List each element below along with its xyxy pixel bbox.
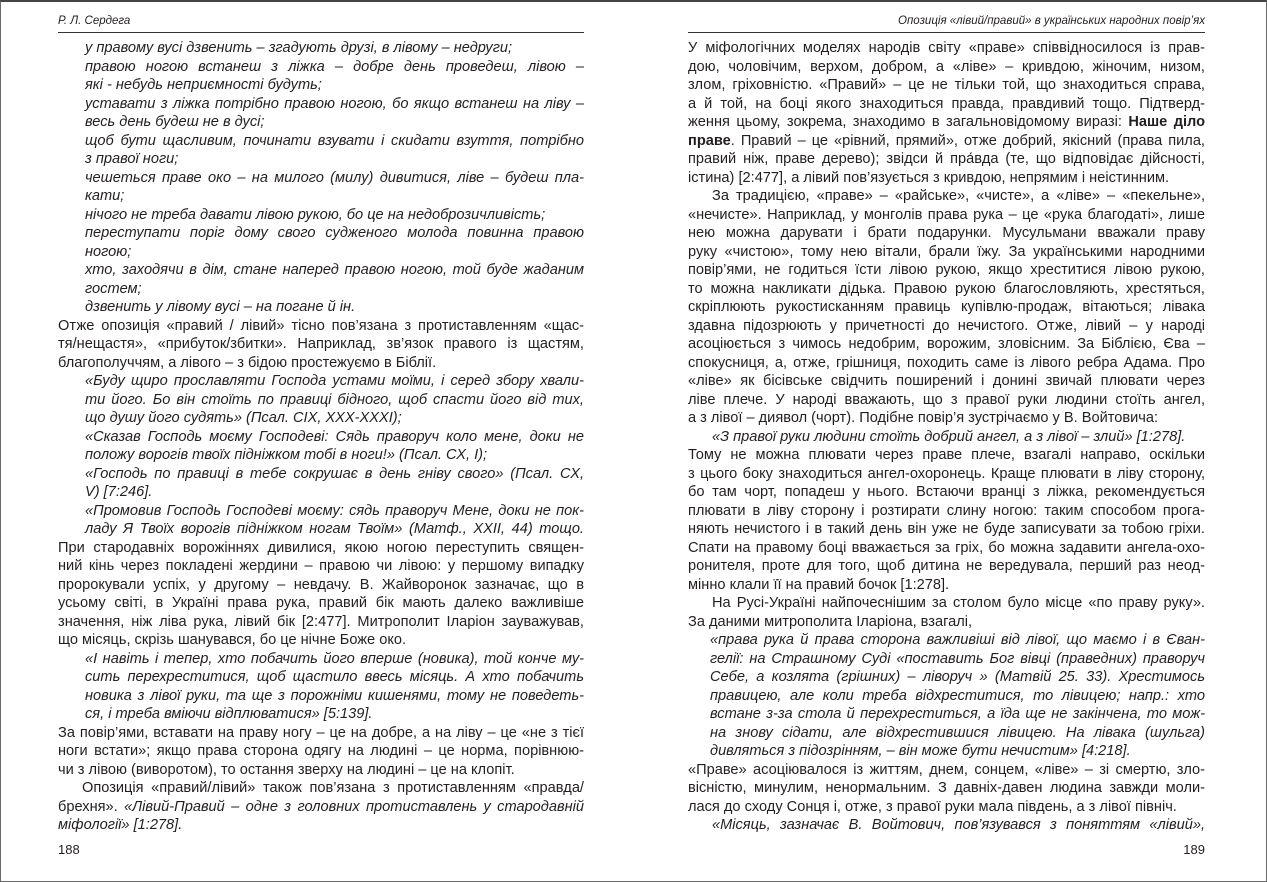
text-line: [688, 132, 1205, 151]
text-line: істина) [2:477], а лівий пов’язується з кривдою, непрямим і неістинним.: [688, 169, 1170, 186]
quote-block: [58, 372, 584, 428]
text-line: ронителя, проте для того, щоб дитина не вередувала, перший раз неод-: [688, 558, 1205, 574]
text-line: дивляться з підозрінням, – він може бути нечистим» [4:218].: [710, 743, 1131, 759]
paragraph: [688, 428, 1205, 447]
text-line: тя/нещастя», «прибуток/збитки». Наприклад, зв’язок правого із щастям,: [58, 336, 584, 352]
text-line: За традицією, «праве» – «райське», «чисте», а «ліве» – «пекельне»,: [712, 188, 1205, 204]
text-line: «І навіть і тепер, хто побачить його вперше (новика), той конче му-: [85, 650, 584, 667]
text-line: На Русі-Україні найпочеснішим за столом було місце «по праву руку».: [712, 595, 1205, 611]
text-line: ти його. Бо він стоїть по правиці бідного, щоб спасти його від тих,: [85, 391, 584, 408]
running-head-left: Р. Л. Сердега: [58, 14, 584, 33]
text-line: на знову сідати, але відхрестившися лівицею. На лівака (шульга): [710, 724, 1205, 741]
quote-block: [58, 465, 584, 502]
paragraph: [688, 594, 1205, 631]
text-line: значення, ніж ліва рука, лівий бік [2:477]. Митрополит Іларіон зауважував,: [58, 613, 584, 630]
text-line: здавна підозрюють у причетності до нечистого. Отже, лівий – у народі: [688, 317, 1205, 334]
text-line: бо там чорт, попадеш у нього. Встаючи вранці з ліжка, рекомендується: [688, 484, 1205, 500]
text-line: щоб бути щасливим, починати взувати і скидати взуття, потрібно: [85, 132, 584, 149]
text-line: «З правої руки людини стоїть добрий ангел, а з лівої – злий» [1:278].: [712, 428, 1186, 445]
text-line: ний кінь через покладені жердини – правою чи лівою: у першому випадку: [58, 558, 584, 574]
quote-block: [58, 132, 584, 169]
bold-text: праве: [688, 132, 731, 149]
quote-block: [58, 39, 584, 58]
text-line: повір’ями, не годиться їсти лівою рукою, якщо хреститися лівою рукою,: [688, 262, 1205, 278]
text-line: [688, 113, 1205, 132]
quote-block: [58, 169, 584, 206]
text-line: «Праве» асоціювалося із життям, днем, сонцем, «ліве» – зі смертю, зло-: [688, 761, 1205, 778]
text-line: положу ворогів твоїх підніжком тобі в ноги!» (Псал. СХ, І);: [85, 447, 488, 463]
text-line: У міфологічних моделях народів світу «праве» співвідносилося із прав-: [688, 40, 1205, 56]
text-line: V) [7:246].: [85, 484, 153, 500]
text-line: правою ногою встанеш з ліжка – добре день проведеш, лівою –: [85, 58, 584, 75]
text-line: хто, заходячи в дім, стане наперед правою ногою, той буде жаданим: [85, 262, 584, 278]
text-line: гелії: на Страшному Суді «поставить Бог вівці (праведних) праворуч: [710, 650, 1205, 667]
text-line: лася до сходу Сонця і, отже, з правої руки мала південь, а з лівої північ.: [688, 798, 1177, 815]
text-line: асоціюється з чимось недобрим, ворожим, зловісним. За Біблією, Єва –: [688, 336, 1205, 352]
quote-block: [58, 502, 584, 539]
text-line: За повір’ями, вставати на праву ногу – це на добре, а на ліву – це «не з тієї: [58, 724, 584, 741]
text-line: «Місяць, зазначає В. Войтович, пов’язувався з поняттям «лівий»,: [712, 817, 1205, 833]
text-line: новика з лівої руки, та ще з порожніми кишенями, тому не поведеть-: [85, 687, 584, 704]
paragraph: [58, 317, 584, 373]
text-segment: ження цьому, зокрема, знаходимо в загальновідомому виразі:: [688, 114, 1129, 130]
italic-text: міфології» [1:278].: [58, 817, 183, 833]
text-line: спокусниця, а, отже, грішниця, походить саме із лівого ребра Адама. Про: [688, 354, 1205, 371]
text-line: ногою;: [85, 243, 132, 260]
text-line: «нечисте». Наприклад, у монголів права рука – це «рука благодаті», лише: [688, 206, 1205, 223]
quote-block: [58, 428, 584, 465]
text-line: Себе, а козлята (грішних) – ліворуч » (Матвій 25. 33). Хрестимось: [710, 669, 1205, 685]
quote-block: [58, 58, 584, 95]
text-line: ліве плече. У народі вважають, що з правої руки людини стоїть ангел,: [688, 391, 1205, 408]
text-line: з цього боку знаходиться ангел-охоронець. Краще плювати в ліву сторону,: [688, 465, 1205, 482]
text-line: «Господь по правиці в тебе сокрушає в день гніву свого» (Псал. СХ,: [85, 465, 584, 482]
text-line: При стародавніх ворожіннях дивилися, якою ногою переступить священ-: [58, 539, 584, 556]
text-line: дою, чоловічим, верхом, добром, а «ліве» – кривдою, жіночим, низом,: [688, 58, 1205, 75]
quote-block: [58, 650, 584, 724]
quote-block: [58, 224, 584, 261]
text-line: ся, і треба вміючи відплюватися» [5:139].: [85, 706, 373, 722]
text-line: нічого не треба давати лівою рукою, бо це на недоброзичливість;: [85, 206, 546, 223]
text-line: то можна накликати дідька. Правою рукою благословляють, хрестяться,: [688, 280, 1205, 297]
left-page-body: [58, 39, 584, 835]
paragraph: [688, 446, 1205, 594]
text-line: дзвенить у лівому вусі – на погане й ін.: [85, 299, 356, 315]
quote-block: [58, 95, 584, 132]
quote-block: [58, 206, 584, 225]
text-line: Тому не можна плювати через праве плече, взагалі направо, оскільки: [688, 447, 1205, 463]
text-line: переступати поріг дому свого судженого молода повинна правою: [85, 225, 584, 241]
text-line: у правому вусі дзвенить – згадують друзі, в лівому – недруги;: [85, 40, 513, 56]
text-line: благополуччям, а лівого – з бідою простежуємо в Біблії.: [58, 354, 437, 371]
text-line: встане з-за стола й перехреститься, а їда ще не закінчена, то мож-: [710, 706, 1205, 722]
paragraph: [58, 779, 584, 835]
text-line: «Буду щиро прославляти Господа устами моїми, і серед збору хвали-: [85, 373, 584, 389]
paragraph: [58, 539, 584, 650]
text-line: які - небудь неприємності будуть;: [85, 77, 322, 93]
text-line: пророкували успіх, у другому – невдачу. В. Жайворонок зазначає, що в: [58, 576, 584, 593]
text-segment: брехня».: [58, 798, 125, 815]
text-line: усьому світі, в Україні права рука, правий бік мають далеко важливіше: [58, 595, 584, 611]
text-line: а з лівої – диявол (чорт). Подібне повір’я зустрічаємо у В. Войтовича:: [688, 410, 1159, 426]
text-line: ноги встати»; якщо права сторона одягу на людині – це норма, порівнюю-: [58, 743, 584, 759]
text-line: [58, 816, 584, 835]
text-line: Отже опозиція «правий / лівий» тісно пов’язана з протиставленням «щас-: [58, 317, 584, 334]
text-line: нею можна дарувати і брати подарунки. Мусульмани вважали праву: [688, 225, 1205, 241]
quote-block: [58, 261, 584, 298]
text-line: «Сказав Господь моєму Господеві: Сядь праворуч коло мене, доки не: [85, 428, 584, 445]
text-line: злом, гріховністю. «Правий» – це не тільки той, що знаходиться справа,: [688, 77, 1205, 93]
text-line: руку «чистою», тому нею вітали, брали їжу. За українськими народними: [688, 243, 1205, 260]
text-line: «Промовив Господь Господеві моєму: сядь праворуч Мене, доки не пок-: [85, 502, 584, 519]
text-segment: . Правий – це «рівний, прямий», отже добрий, якісний (права пила,: [730, 132, 1205, 149]
text-line: а й той, на боці якого знаходиться правда, правдивий тощо. Підтверд-: [688, 95, 1205, 112]
bold-text: Наше діло: [1128, 114, 1205, 130]
paragraph: [688, 761, 1205, 817]
text-line: скріплюють рукостисканням правиць купівлю-продаж, вітаються; лівака: [688, 299, 1205, 315]
text-line: чешеться праве око – на милого (милу) дивитися, ліве – будеш пла-: [85, 169, 584, 186]
text-line: вісністю, минулим, ненормальним. З давніх-давен людина завжди моли-: [688, 780, 1205, 796]
text-line: уставати з ліжка потрібно правою ногою, бо якщо встанеш на ліву –: [85, 95, 584, 112]
text-line: що місяць, скрізь шанувався, бо це нічне Боже око.: [58, 632, 407, 648]
paragraph: [688, 187, 1205, 428]
italic-text: «Лівий-Правий – одне з головних протиставлень у стародавній: [124, 798, 584, 815]
text-line: весь день будеш не в дусі;: [85, 114, 265, 130]
page-number-left: 188: [58, 842, 80, 857]
text-line: гостем;: [85, 280, 142, 297]
text-line: мінно клали її на правий бочок [1:278].: [688, 576, 950, 593]
text-line: правий ніж, праве дерево); звідси й пра́вда (те, що відповідає дійсності,: [688, 151, 1205, 167]
text-line: няють нечистого і в такий день він уже не буде записувати за тобою гріхи.: [688, 521, 1205, 537]
right-page-body: [688, 39, 1205, 835]
paragraph: [688, 39, 1205, 187]
text-line: ладу Я Твоїх ворогів підніжком ногам Твоїм» (Матф., XXII, 44) тощо.: [85, 521, 584, 537]
text-line: з правої ноги;: [85, 151, 179, 167]
text-line: кати;: [85, 188, 125, 204]
page-number-right: 189: [1183, 842, 1205, 857]
paragraph: [58, 724, 584, 780]
text-line: чи з лівою (виворотом), то остання зверху на людині – це на клопіт.: [58, 761, 515, 778]
text-line: За даними митрополита Іларіона, взагалі,: [688, 613, 973, 630]
text-line: сить перехреститися, щоб щастило ввесь місяць. А хто побачить: [85, 669, 584, 685]
running-head-right: Опозиція «лівий/правий» в українських народних повір’ях: [688, 14, 1205, 33]
text-line: Спати на правому боці вважається за гріх, бо можна задавити ангела-охо-: [688, 539, 1205, 556]
quote-block: [58, 298, 584, 317]
quote-block: [688, 631, 1205, 761]
text-line: правицею, але коли треба відхреститися, то лівицею; напр.: хто: [710, 687, 1205, 704]
text-line: [58, 798, 584, 817]
text-line: Опозиція «правий/лівий» також пов’язана з протиставленням «правда/: [82, 780, 584, 796]
text-line: що душу його судять» (Псал. СІХ, ХХХ-XXXI);: [85, 410, 402, 426]
paragraph: [688, 816, 1205, 835]
text-line: «права рука й права сторона важливіші від лівої, що маємо і в Єван-: [710, 632, 1205, 648]
text-line: плювати в ліву сторону і розтирати слину ногою: таким способом прога-: [688, 502, 1205, 519]
text-line: «ліве» як бісівське свідчить поширений і донині звичай плювати через: [688, 373, 1205, 389]
